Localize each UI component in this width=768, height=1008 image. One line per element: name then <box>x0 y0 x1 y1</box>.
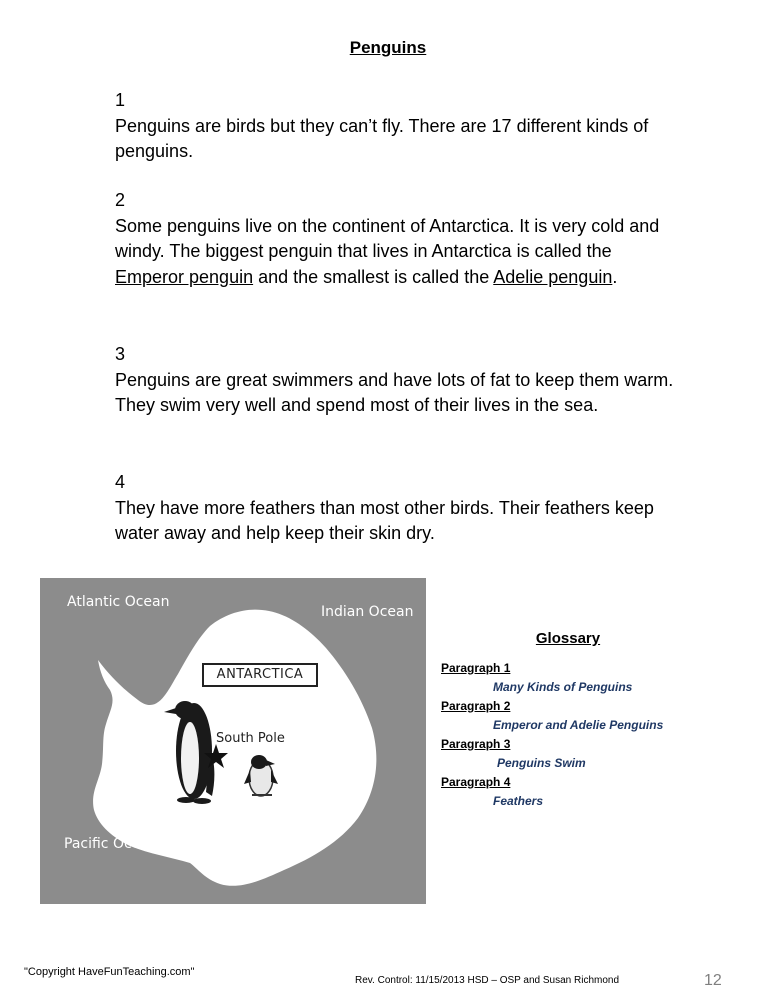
glossary-item: Emperor and Adelie Penguins <box>493 718 664 732</box>
paragraph-1 <box>115 88 675 165</box>
paragraph-number: 3 <box>115 344 126 364</box>
glossary-heading: Paragraph 1 <box>441 661 511 675</box>
glossary-item: Many Kinds of Penguins <box>493 680 633 694</box>
paragraph-4 <box>115 470 675 547</box>
paragraph-number: 1 <box>115 90 126 110</box>
indian-ocean-label: Indian Ocean <box>321 604 414 620</box>
paragraph-text: Penguins are great swimmers and have lots of fat to keep them warm. They swim very well and spend most of their lives in the sea. <box>115 369 674 415</box>
glossary-heading: Paragraph 2 <box>441 699 511 713</box>
pacific-ocean-label: Pacific Ocean <box>64 836 158 852</box>
south-pole-label: South Pole <box>216 731 285 746</box>
emperor-penguin-term: Emperor penguin <box>115 266 254 287</box>
revision-control: Rev. Control: 11/15/2013 HSD – OSP and Susan Richmond <box>355 975 620 986</box>
page-number: 12 <box>704 972 722 989</box>
paragraph-3 <box>115 342 675 419</box>
glossary-heading: Paragraph 4 <box>441 775 511 789</box>
glossary-item: Feathers <box>493 794 544 808</box>
paragraph-2 <box>115 188 675 290</box>
adelie-penguin-term: Adelie penguin <box>493 266 613 287</box>
antarctica-label: ANTARCTICA <box>202 663 318 687</box>
glossary-item: Penguins Swim <box>497 756 586 770</box>
paragraph-text: and the smallest is called the <box>253 266 494 287</box>
copyright-notice: "Copyright HaveFunTeaching.com" <box>24 966 195 978</box>
page-title: Penguins <box>349 38 427 57</box>
atlantic-ocean-label: Atlantic Ocean <box>67 594 170 610</box>
paragraph-text: They have more feathers than most other birds. Their feathers keep water away and help keep their skin dry. <box>115 497 654 543</box>
antarctica-map <box>40 578 426 904</box>
paragraph-text: Some penguins live on the continent of Antarctica. It is very cold and windy. The biggest penguin that lives in Antarctica is called the <box>115 215 660 261</box>
paragraph-text: Penguins are birds but they can’t fly. There are 17 different kinds of penguins. <box>115 115 649 161</box>
glossary-heading: Paragraph 3 <box>441 737 511 751</box>
paragraph-number: 2 <box>115 190 126 210</box>
glossary-title: Glossary <box>535 630 601 647</box>
paragraph-number: 4 <box>115 472 126 492</box>
paragraph-text: . <box>612 266 618 287</box>
glossary <box>441 630 741 811</box>
